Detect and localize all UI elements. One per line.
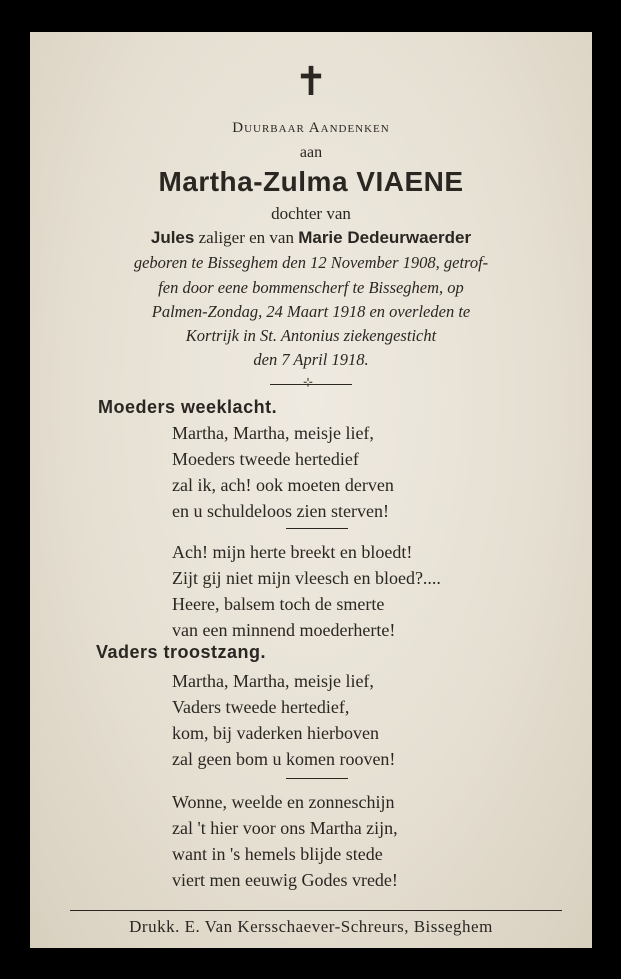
- cross-icon: ✝: [294, 59, 328, 104]
- poem-stanza: [172, 420, 394, 524]
- poem-line: en u schuldeloos zien sterven!: [172, 501, 389, 521]
- ornament-divider: [270, 375, 352, 389]
- poem-line: viert men eeuwig Godes vrede!: [172, 870, 398, 890]
- printer-line: Drukk. E. Van Kersschaever-Schreurs, Bisseghem: [129, 917, 493, 936]
- parents-line: [30, 228, 592, 248]
- poem-line: zal geen bom u komen rooven!: [172, 749, 396, 769]
- details-line: Palmen-Zondag, 24 Maart 1918 en overleden te: [151, 302, 471, 321]
- details-line: den 7 April 1918.: [253, 350, 369, 369]
- details-line: geboren te Bisseghem den 12 November 1908, getrof-: [133, 253, 489, 272]
- mother-name: Marie Dedeurwaerder: [298, 228, 472, 247]
- poem-title: Moeders weeklacht.: [98, 397, 278, 417]
- dedication-word: aan: [299, 144, 323, 161]
- poem-line: Wonne, weelde en zonneschijn: [172, 792, 395, 812]
- poem-line: Moeders tweede hertedief: [172, 449, 359, 469]
- details-line: Kortrijk in St. Antonius ziekengesticht: [185, 326, 437, 345]
- poem-title: Vaders troostzang.: [96, 642, 267, 662]
- poem-line: want in 's hemels blijde stede: [172, 844, 383, 864]
- poem-line: Vaders tweede hertedief,: [172, 697, 350, 717]
- poem-stanza: [172, 539, 441, 643]
- poem-line: kom, bij vaderken hierboven: [172, 723, 379, 743]
- father-name: Jules: [150, 228, 195, 247]
- poem-line: zal 't hier voor ons Martha zijn,: [172, 818, 398, 838]
- poem-line: Martha, Martha, meisje lief,: [172, 671, 374, 691]
- footer-rule: [70, 910, 562, 911]
- stanza-divider: [286, 778, 348, 779]
- poem-stanza: [172, 789, 398, 893]
- deceased-name: Martha-Zulma VIAENE: [158, 166, 464, 197]
- ornament-icon: ⊹: [303, 375, 314, 389]
- memorial-card: [30, 32, 592, 948]
- poem-line: Zijt gij niet mijn vleesch en bloed?....: [172, 568, 441, 588]
- poem-line: Martha, Martha, meisje lief,: [172, 423, 374, 443]
- details-line: fen door eene bommenscherf te Bisseghem, op: [158, 278, 464, 297]
- card-heading: Duurbaar Aandenken: [232, 120, 390, 136]
- poem-line: Heere, balsem toch de smerte: [172, 594, 385, 614]
- daughter-of-line: dochter van: [271, 204, 351, 223]
- poem-line: van een minnend moederherte!: [172, 620, 396, 640]
- parents-connector: zaliger en van: [194, 228, 299, 247]
- poem-stanza: [172, 668, 395, 772]
- stanza-divider: [286, 528, 348, 529]
- poem-line: zal ik, ach! ook moeten derven: [172, 475, 394, 495]
- poem-line: Ach! mijn herte breekt en bloedt!: [172, 542, 413, 562]
